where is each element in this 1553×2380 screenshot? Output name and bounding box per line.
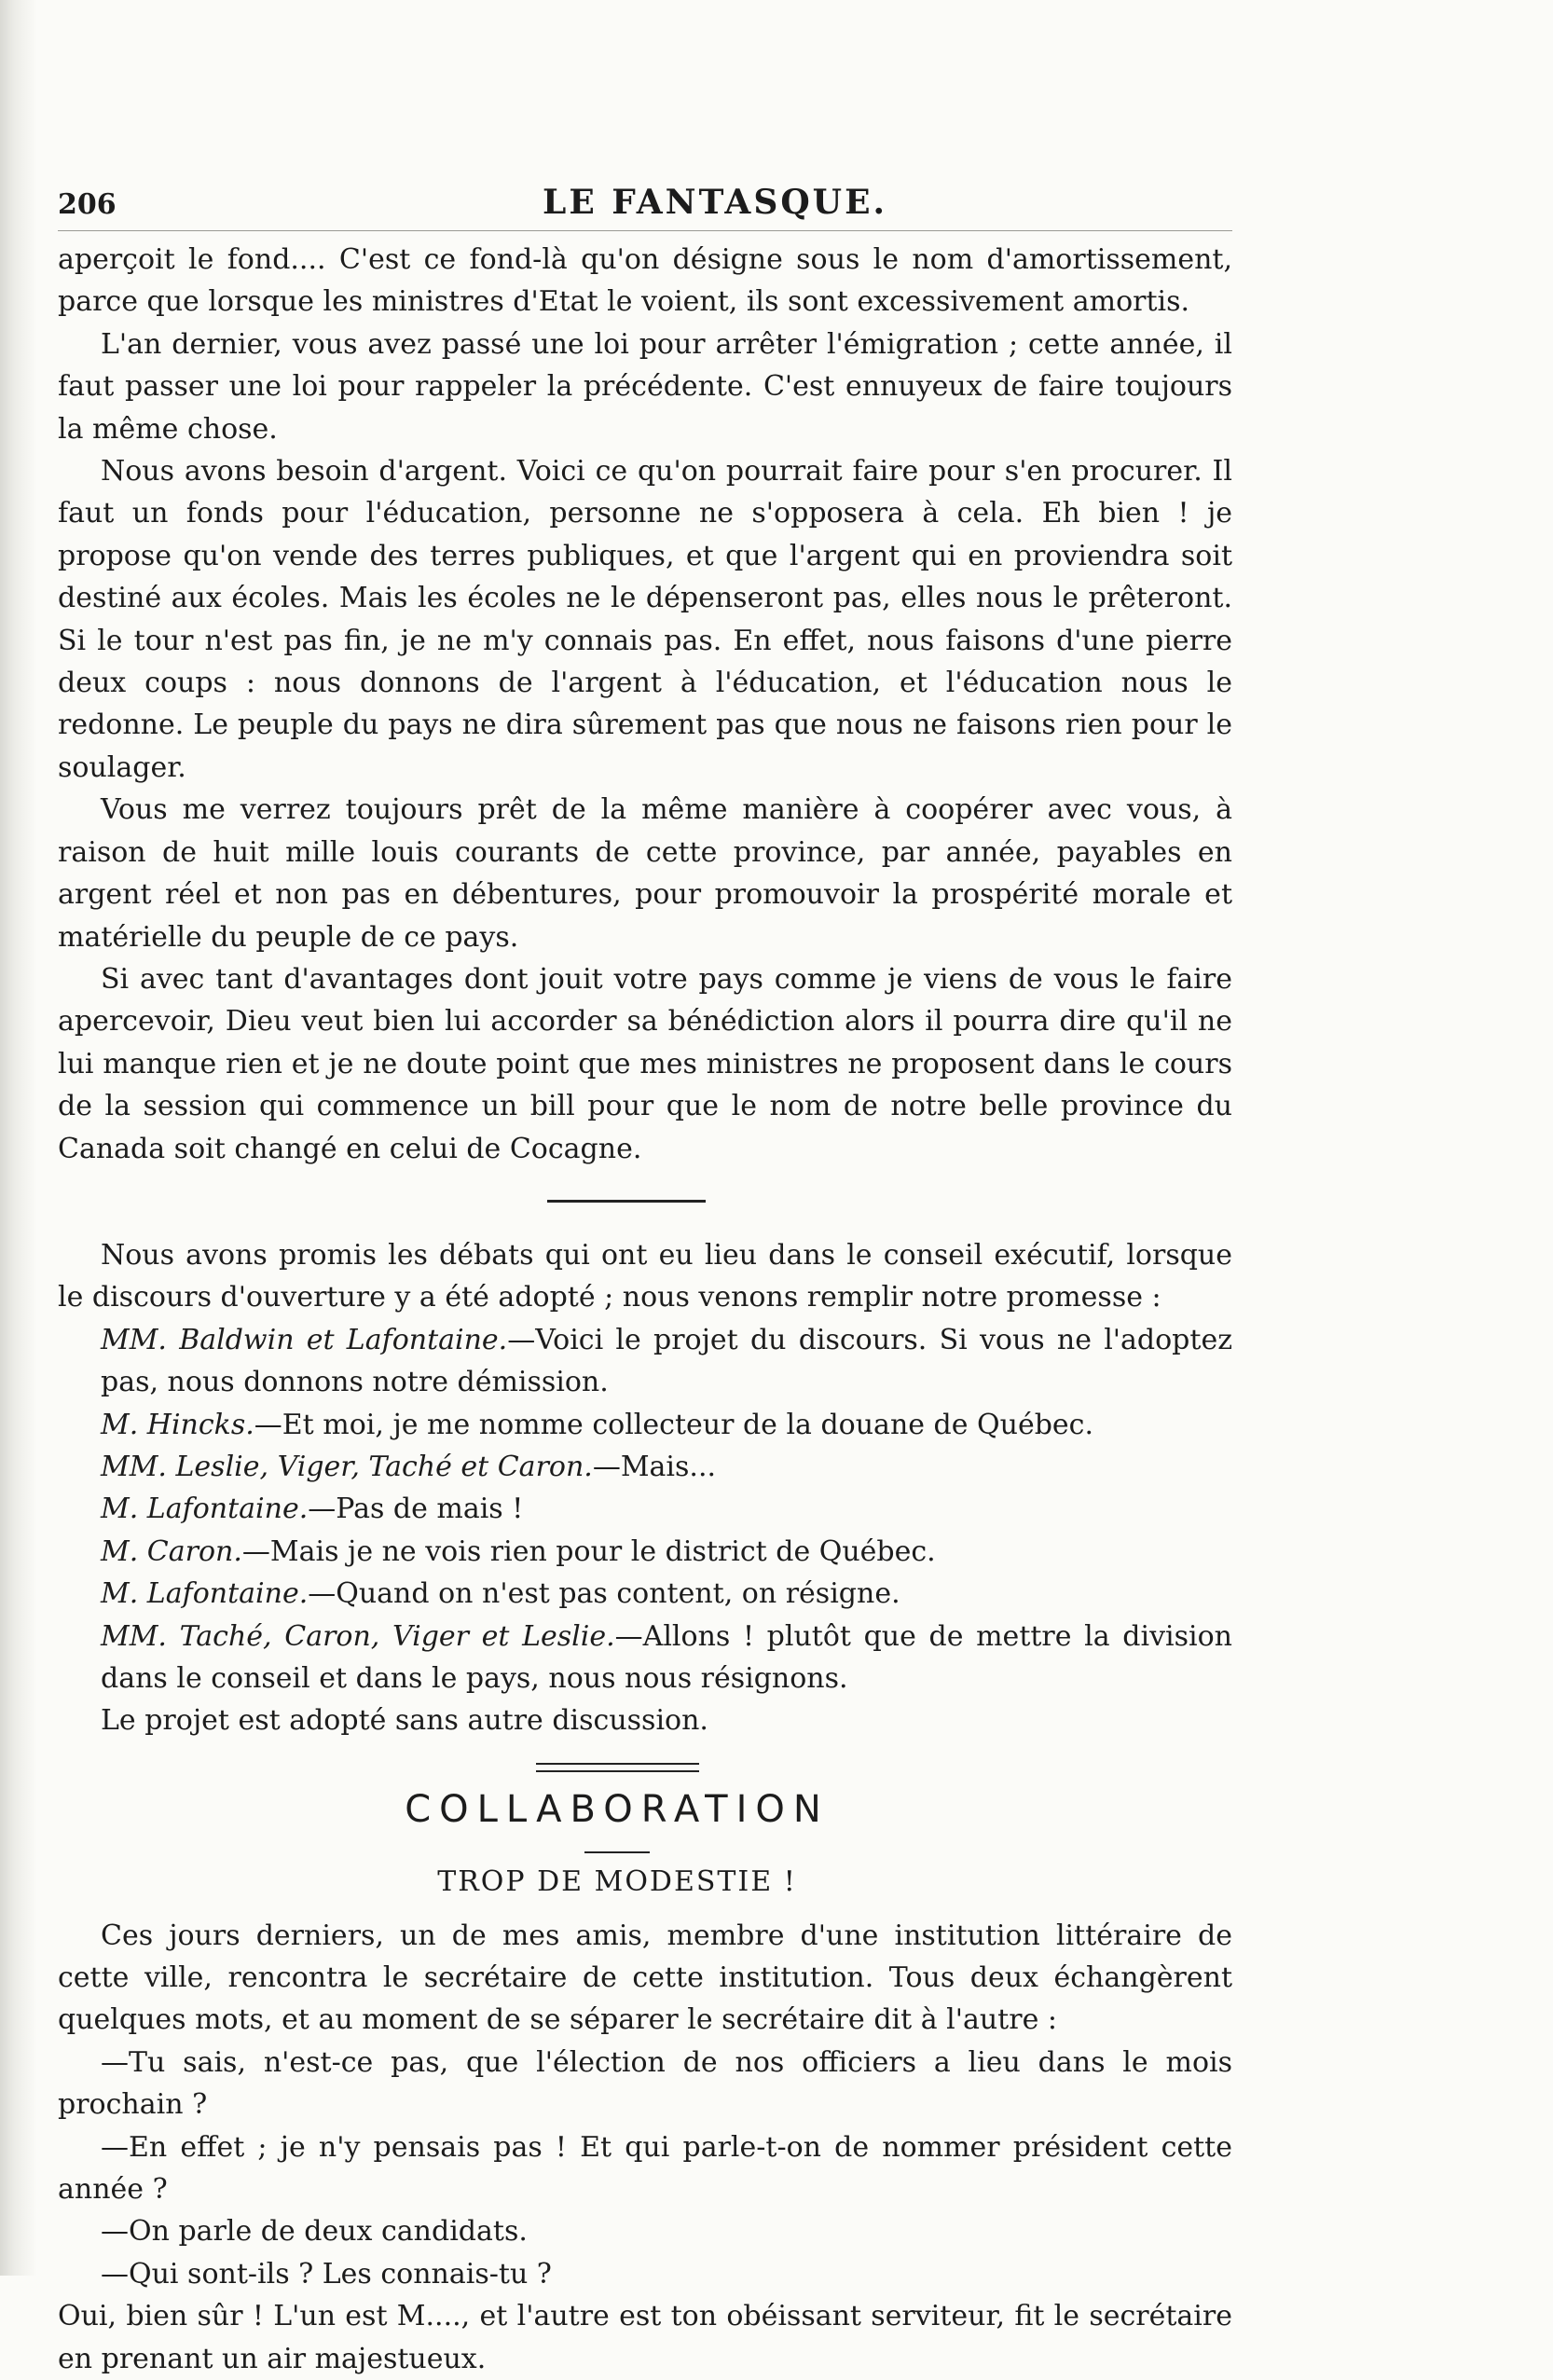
page-number: 206: [58, 188, 117, 221]
running-title: LE FANTASQUE.: [543, 183, 888, 222]
speaker-text: —Mais...: [592, 1450, 717, 1483]
debate-line: [58, 1531, 1232, 1573]
article-body: [58, 1915, 1232, 2380]
speaker-name: MM. Taché, Caron, Viger et Leslie.: [101, 1619, 615, 1653]
speaker-name: M. Caron.: [101, 1534, 242, 1568]
speaker-name: M. Lafontaine.: [101, 1493, 309, 1526]
debate-intro: Nous avons promis les débats qui ont eu lieu dans le conseil exécutif, lorsque le discours d'ouverture y a été adopté ; nous venons remplir notre promesse :: [58, 1238, 1232, 1314]
debate-line: [58, 1404, 1232, 1446]
speaker-name: M. Lafontaine.: [101, 1577, 309, 1611]
section-title: COLLABORATION: [405, 1787, 830, 1831]
title-rule: [584, 1851, 650, 1853]
dialogue-line: —Tu sais, n'est-ce pas, que l'élection de nos officiers a lieu dans le mois prochain ?: [58, 2045, 1232, 2122]
dialogue-line: —Qui sont-ils ? Les connais-tu ?: [101, 2257, 552, 2291]
speaker-text: —Allons ! plutôt que de mettre la division dans le conseil et dans le pays, nous nous résignons.: [101, 1619, 1233, 1695]
speaker-name: MM. Leslie, Viger, Taché et Caron.: [101, 1450, 593, 1483]
debate-line: [58, 1616, 1232, 1700]
speech-paragraph: Vous me verrez toujours prêt de la même manière à coopérer avec vous, à raison de huit mille louis courants de cette province, par année, payables en argent réel et non pas en débentures, pour promouvoir la prospérité morale et matérielle du peuple de ce pays.: [58, 793, 1232, 954]
speaker-name: M. Hincks.: [101, 1408, 254, 1441]
speaker-name: MM. Baldwin et Lafontaine.: [101, 1323, 508, 1356]
debate-line: [58, 1319, 1232, 1404]
section-divider: [547, 1200, 706, 1203]
speech-continuation: [58, 239, 1232, 1170]
speaker-text: —Quand on n'est pas content, on résigne.: [308, 1577, 900, 1611]
debate-line: [58, 1488, 1232, 1530]
debate-line: [58, 1573, 1232, 1615]
debate-report: [58, 1234, 1232, 1742]
debate-line: [58, 1446, 1232, 1488]
article-paragraph: Ces jours derniers, un de mes amis, membre d'une institution littéraire de cette ville, rencontra le secrétaire de cette institution. Tous deux échangèrent quelques mots, et au moment de se séparer le secrétaire dit à l'autre :: [58, 1919, 1232, 2037]
ornamental-divider: [536, 1763, 699, 1772]
speaker-text: —Voici le projet du discours. Si vous ne l'adoptez pas, nous donnons notre démission.: [101, 1323, 1233, 1399]
dialogue-line: —On parle de deux candidats.: [101, 2215, 528, 2249]
speech-paragraph: Si avec tant d'avantages dont jouit votre pays comme je viens de vous le faire apercevoir, Dieu veut bien lui accorder sa bénédiction alors il pourra dire qu'il ne lui manque rien et je ne doute point que mes ministres ne proposent dans le cours de la session qui commence un bill pour que le nom de notre belle province du Canada soit changé en celui de Cocagne.: [58, 962, 1232, 1165]
debate-closing: Le projet est adopté sans autre discussion.: [101, 1704, 708, 1738]
article-title: TROP DE MODESTIE !: [437, 1865, 797, 1899]
text-column: [58, 182, 1232, 2380]
dialogue-line: —En effet ; je n'y pensais pas ! Et qui parle-t-on de nommer président cette année ?: [58, 2130, 1232, 2207]
running-head: [58, 182, 1232, 231]
speaker-text: —Mais je ne vois rien pour le district de Québec.: [241, 1534, 936, 1568]
speaker-text: —Pas de mais !: [308, 1493, 524, 1526]
speaker-text: —Et moi, je me nomme collecteur de la douane de Québec.: [254, 1408, 1094, 1441]
speech-paragraph: aperçoit le fond.... C'est ce fond-là qu'on désigne sous le nom d'amortissement, parce que lorsque les ministres d'Etat le voient, ils sont excessivement amortis.: [58, 243, 1232, 319]
dialogue-closing-line: Oui, bien sûr ! L'un est M...., et l'autre est ton obéissant serviteur, fit le secrétaire en prenant un air majestueux.: [58, 2300, 1232, 2375]
speech-paragraph: Nous avons besoin d'argent. Voici ce qu'on pourrait faire pour s'en procurer. Il faut un fonds pour l'éducation, personne ne s'opposera à cela. Eh bien ! je propose qu'on vende des terres publiques, et que l'argent qui en proviendra soit destiné aux écoles. Mais les écoles ne le dépenseront pas, elles nous le prêteront. Si le tour n'est pas fin, je ne m'y connais pas. En effet, nous faisons d'une pierre deux coups : nous donnons de l'argent à l'éducation, et l'éducation nous le redonne. Le peuple du pays ne dira sûrement pas que nous ne faisons rien pour le soulager.: [58, 455, 1232, 784]
speech-paragraph: L'an dernier, vous avez passé une loi pour arrêter l'émigration ; cette année, il faut passer une loi pour rappeler la précédente. C'est ennuyeux de faire toujours la même chose.: [58, 327, 1232, 446]
page-binding-edge: [0, 0, 37, 2276]
